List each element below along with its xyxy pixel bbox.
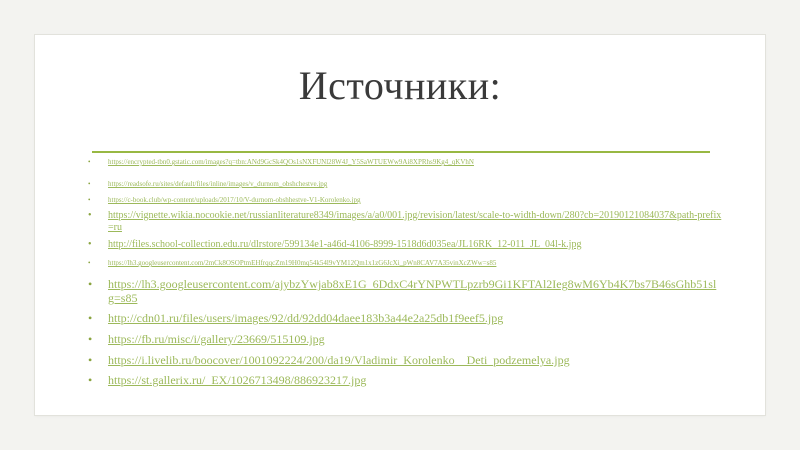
bullet-icon: • <box>88 210 92 221</box>
bullet-icon: • <box>88 353 93 367</box>
list-item <box>88 277 722 305</box>
title-underline <box>92 151 710 153</box>
source-link[interactable]: http://files.school-collection.edu.ru/dlrstore/599134e1-a46d-4106-8999-1518d6d035ea/JL16RK_12-011_JL_04l-k.jpg <box>108 239 582 250</box>
source-link[interactable]: https://c-book.club/wp-content/uploads/2017/10/V-durnom-obshhestve-V1-Korolenko.jpg <box>108 196 361 204</box>
bullet-icon: • <box>88 259 91 267</box>
list-item <box>88 180 722 188</box>
source-link[interactable]: https://lh3.googleusercontent.com/2mCk8OSOPtmEHfrqqcZm19H0mq54k54l9vYM12Qm1x1zG6JcXi_pWn8CAV7A35vinXcZWw=s85 <box>108 259 497 267</box>
list-item <box>88 332 722 347</box>
bullet-icon: • <box>88 239 92 250</box>
list-item <box>88 239 722 250</box>
source-link[interactable]: https://st.gallerix.ru/_EX/1026713498/886923217.jpg <box>108 373 367 387</box>
bullet-icon: • <box>88 332 93 346</box>
bullet-icon: • <box>88 196 91 204</box>
slide-title: Источники: <box>298 63 502 108</box>
bullet-icon: • <box>88 158 91 166</box>
bullet-icon: • <box>88 180 91 188</box>
source-link[interactable]: https://fb.ru/misc/i/gallery/23669/515109.jpg <box>108 332 325 346</box>
source-link[interactable]: http://cdn01.ru/files/users/images/92/dd/92dd04daee183b3a44e2a25db1f9eef5.jpg <box>108 311 504 325</box>
list-item <box>88 353 722 368</box>
list-item <box>88 373 722 388</box>
source-link[interactable]: https://lh3.googleusercontent.com/ajybzYwjab8xE1G_6DdxC4rYNPWTLpzrb9Gi1KFTAl2Ieg8wM6Yb4K7bs7B46sGhb51slg=s85 <box>108 277 717 305</box>
source-link[interactable]: https://encrypted-tbn0.gstatic.com/images?q=tbn:ANd9GcSk4QOs1sNXFUNl28W4J_Y5SaWTUEWw9Ai8XPRhs9Kg4_qKVhN <box>108 158 474 166</box>
list-item <box>88 259 722 267</box>
list-item <box>88 196 722 204</box>
list-item <box>88 311 722 326</box>
list-item <box>88 158 722 166</box>
bullet-icon: • <box>88 373 93 387</box>
list-item <box>88 210 722 234</box>
source-link[interactable]: https://i.livelib.ru/boocover/1001092224/200/da19/Vladimir_Korolenko__Deti_podzemelya.jpg <box>108 353 570 367</box>
bullet-icon: • <box>88 311 93 325</box>
bullet-icon: • <box>88 277 93 291</box>
source-link[interactable]: https://vignette.wikia.nocookie.net/russianliterature8349/images/a/a0/001.jpg/revision/latest/scale-to-width-down/280?cb=20190121084037&path-prefix=ru <box>108 210 722 233</box>
source-link[interactable]: https://readsofe.ru/sites/default/files/inline/images/v_durnom_obshchestve.jpg <box>108 180 328 188</box>
